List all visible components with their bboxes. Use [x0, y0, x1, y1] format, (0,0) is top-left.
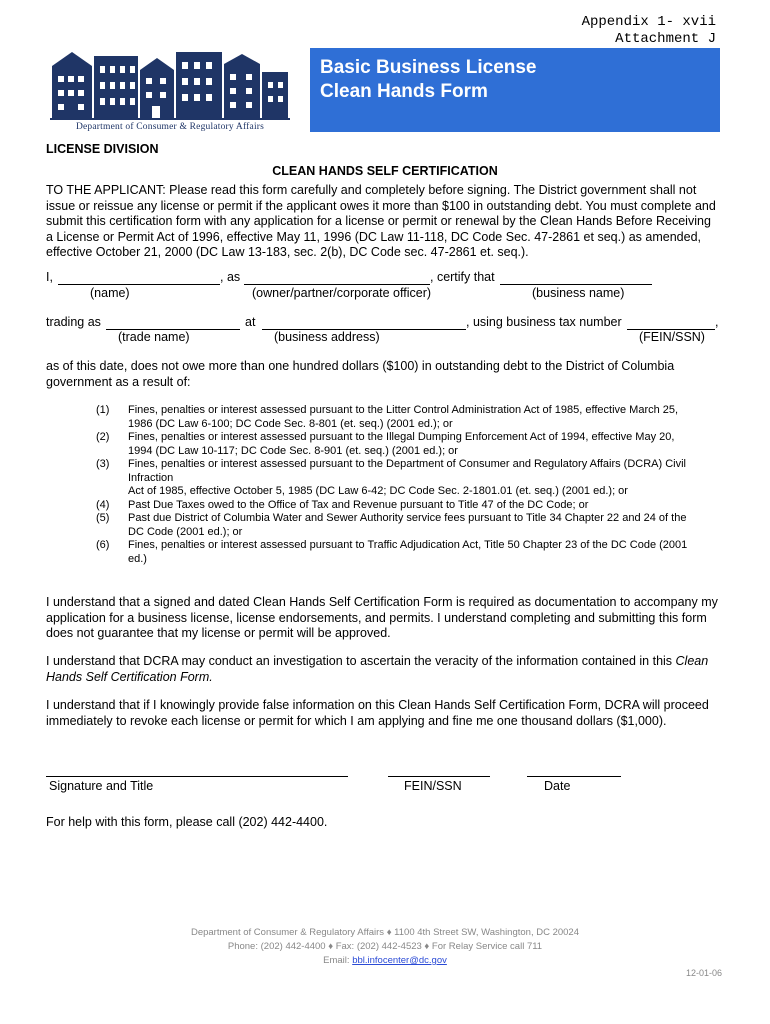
item-line: 1986 (DC Law 6-100; DC Code Sec. 8-801 (et. seq.) (2001 ed.); or: [128, 417, 453, 430]
signature-fein-label: FEIN/SSN: [404, 779, 462, 793]
item-number: (4): [96, 498, 110, 511]
instruction-line: a License or Permit Act of 1996, effective May 11, 1996 (DC Law 11-118, DC Code Sec. 47-2861 et seq.) as amended,: [46, 229, 701, 244]
item-number: (6): [96, 539, 110, 551]
form-name-emphasis: Hands Self Certification Form.: [46, 669, 213, 684]
understand-paragraph-2: [46, 654, 726, 685]
certification-heading: CLEAN HANDS SELF CERTIFICATION: [272, 164, 498, 178]
item-line: DC Code (2001 ed.); or: [128, 525, 243, 538]
trade-name-caption: (trade name): [118, 330, 190, 344]
name-caption: (name): [90, 286, 130, 300]
footer-address: Department of Consumer & Regulatory Affairs ♦ 1100 4th Street SW, Washington, DC 20024: [190, 927, 580, 938]
paragraph-line: application for a business license, license endorsements, and permits. I understand completing and submitting this form: [46, 610, 707, 625]
email-label: Email:: [323, 955, 353, 966]
paragraph-line: immediately to revoke each license or permit for which I am applying and fine me one thousand dollars ($1,000).: [46, 713, 667, 728]
license-division: LICENSE DIVISION: [46, 142, 159, 156]
instruction-line: TO THE APPLICANT: Please read this form carefully and completely before signing. The District government shall not: [46, 183, 697, 197]
comma: ,: [715, 315, 719, 329]
debt-sources-list: [96, 404, 716, 566]
appendix-label: [582, 14, 716, 48]
footer-email-line: [0, 954, 770, 968]
i-label: I,: [46, 270, 53, 284]
list-item: [96, 458, 716, 499]
email-link[interactable]: bbl.infocenter@dc.gov: [352, 955, 447, 966]
list-item: [96, 499, 716, 513]
signature-fein-field[interactable]: [388, 776, 490, 777]
footer: [0, 926, 770, 968]
fein-caption: (FEIN/SSN): [639, 330, 705, 344]
revision-date: 12-01-06: [685, 968, 722, 978]
title-line-2: Clean Hands Form: [320, 81, 488, 102]
instruction-line: submit this certification form with any application for a license or permit or renewal by the Clean Hands Before Receiving: [46, 214, 711, 228]
attachment-line: Attachment J: [615, 31, 716, 47]
statement-line: as of this date, does not owe more than one hundred dollars ($100) in outstanding debt to the District of Columbia: [46, 359, 675, 373]
item-line: Fines, penalties or interest assessed pursuant to the Illegal Dumping Enforcement Act of 1994, effective May 20,: [128, 431, 675, 443]
help-text: For help with this form, please call (202) 442-4400.: [46, 815, 328, 829]
officer-caption: (owner/partner/corporate officer): [252, 286, 432, 300]
logo-caption: Department of Consumer & Regulatory Affairs: [75, 122, 265, 132]
instruction-line: effective October 21, 2000 (DC Law 13-183, sec. 2(b), DC Code sec. 47-2861 et. seq.).: [46, 245, 529, 259]
item-number: (5): [96, 512, 110, 524]
statement-line: government as a result of:: [46, 374, 191, 389]
paragraph-line: I understand that if I knowingly provide false information on this Clean Hands Self Certification Form, DCRA will proceed: [46, 698, 709, 712]
list-item: [96, 539, 716, 566]
list-item: [96, 404, 716, 431]
date-label: Date: [544, 779, 571, 793]
list-item: [96, 512, 716, 539]
item-number: (2): [96, 431, 110, 443]
paragraph-text: I understand that DCRA may conduct an investigation to ascertain the veracity of the information contained in this: [46, 654, 676, 668]
item-number: (1): [96, 404, 110, 416]
understand-paragraph-1: [46, 595, 726, 642]
business-name-caption: (business name): [532, 286, 625, 300]
business-address-caption: (business address): [274, 330, 380, 344]
name-field[interactable]: [58, 284, 220, 285]
signature-label: Signature and Title: [49, 779, 154, 793]
certify-label: , certify that: [430, 270, 495, 284]
trading-as-label: trading as: [46, 315, 101, 329]
understand-paragraph-3: [46, 698, 726, 729]
paragraph-line: does not guarantee that my license or permit will be approved.: [46, 626, 391, 640]
business-name-field[interactable]: [500, 284, 652, 285]
item-line: Past Due Taxes owed to the Office of Tax and Revenue pursuant to Title 47 of the DC Code; or: [128, 498, 589, 511]
at-label: at: [245, 315, 256, 329]
item-line: Fines, penalties or interest assessed pursuant to the Litter Control Administration Act of 1985, effective March 25,: [128, 404, 679, 416]
list-item: [96, 431, 716, 458]
item-line: Act of 1985, effective October 5, 1985 (DC Law 6-42; DC Code Sec. 2-1801.01 (et. seq.) (2001 ed.); or: [128, 485, 628, 497]
item-line: Infraction: [128, 471, 174, 484]
item-number: (3): [96, 458, 110, 470]
date-field[interactable]: [527, 776, 621, 777]
title-line-1: Basic Business License: [320, 57, 537, 78]
item-line: ed.): [128, 552, 147, 565]
signature-field[interactable]: [46, 776, 348, 777]
appendix-line: Appendix 1- xvii: [581, 14, 716, 30]
as-label: , as: [220, 270, 241, 284]
item-line: Fines, penalties or interest assessed pursuant to the Department of Consumer and Regulatory Affairs (DCRA) Civil: [128, 458, 686, 470]
footer-phone: Phone: (202) 442-4400 ♦ Fax: (202) 442-4523 ♦ For Relay Service call 711: [227, 941, 543, 952]
item-line: 1994 (DC Law 10-117; DC Code Sec. 8-901 (et. seq.) (2001 ed.); or: [128, 444, 458, 457]
as-of-statement: [46, 359, 726, 390]
tax-number-label: , using business tax number: [466, 315, 622, 329]
instruction-line: issue or reissue any license or permit if the applicant owes it more than $100 in outstanding debt. You must complete and: [46, 198, 716, 213]
officer-field[interactable]: [244, 284, 430, 285]
paragraph-line: I understand that a signed and dated Clean Hands Self Certification Form is required as documentation to accompany my: [46, 595, 718, 609]
form-name-emphasis: Clean: [675, 654, 709, 668]
item-line: Past due District of Columbia Water and Sewer Authority service fees pursuant to Title 34 Chapter 22 and 24 of the: [128, 512, 687, 524]
item-line: Fines, penalties or interest assessed pursuant to Traffic Adjudication Act, Title 50 Chapter 23 of the DC Code (2001: [128, 539, 688, 551]
form-title: [320, 56, 537, 104]
applicant-instructions: [46, 183, 726, 261]
